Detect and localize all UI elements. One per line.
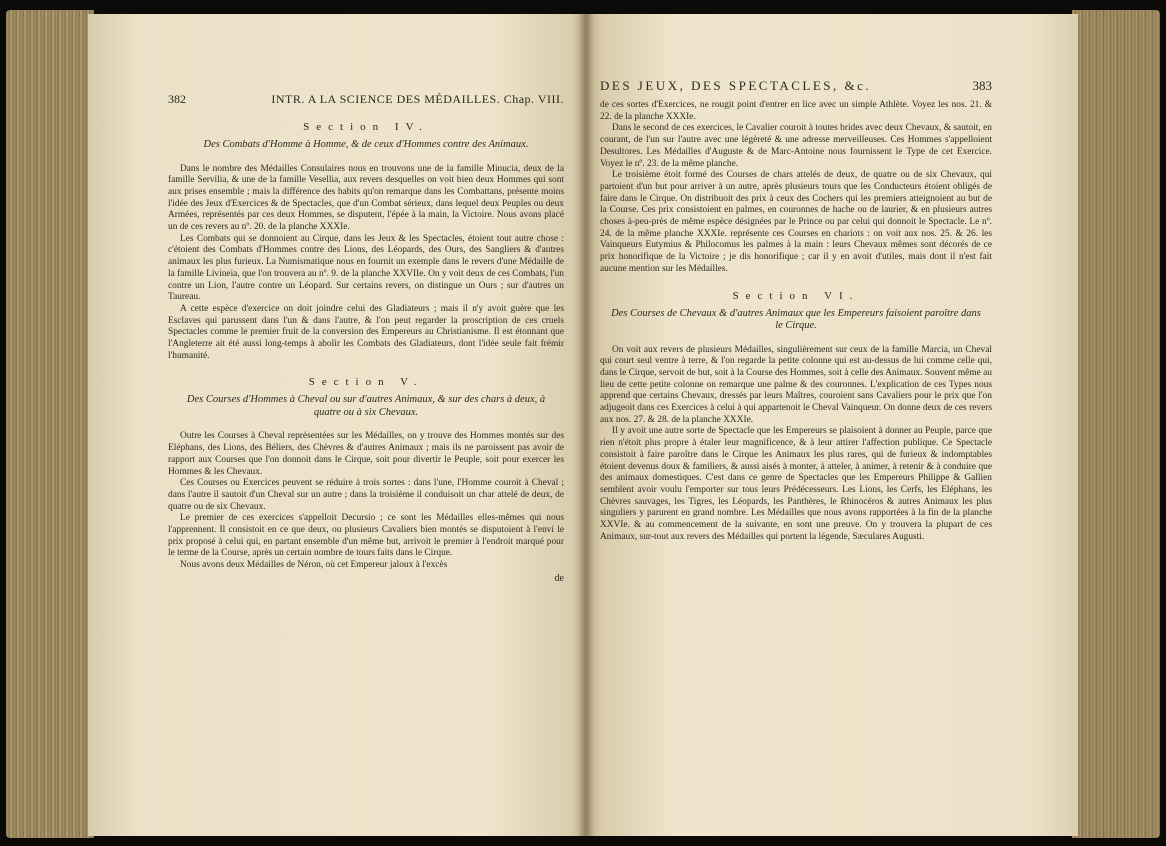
paragraph: Le premier de ces exercices s'appelloit Decursio ; ce sont les Médailles elles-mêmes qui nous l'apprennent. Il consistoit en ce que deux, ou plusieurs Cavaliers bien montés se disputoient à l'envi le prix proposé à celui qui, en partant ensemble d'un même but, arrivoit le premier à l'endroit marqué pour le terme de la Course, après un certain nombre de tours faits dans le Cirque. [168,513,564,559]
running-title: DES JEUX, DES SPECTACLES, &c. [600,78,872,93]
catchword: de [554,572,564,584]
left-running-head [168,92,564,107]
section-heading: Section V. [308,376,424,389]
paragraph: de ces sortes d'Exercices, ne rougit point d'entrer en lice avec un simple Athlète. Voyez les nos. 21. & 22. de la planche XXXIe. [600,100,992,122]
left-page-text [168,92,564,584]
paragraph: Nous avons deux Médailles de Néron, où cet Empereur jaloux à l'excès [180,560,448,571]
paragraph: Dans le nombre des Médailles Consulaires nous en trouvons une de la famille Minucia, deux de la famille Servilia, & une de la famille Vesellia, aux revers desquelles on voit bien deux Hommes qui sont aux prises ensemble ; mais la différence des habits qu'on remarque dans les Combattans, présente moins l'idée des Jeux d'Exercices & de Spectacles, que d'un Combat sérieux, dans lequel deux Peuples ou deux Armées, représentés par ces deux Hommes, se disputent, l'épée à la main, la Victoire. Nous avons placé un de ces revers au nº. 20. de la planche XXXIe. [168,163,564,233]
paragraph: On voit aux revers de plusieurs Médailles, singulièrement sur ceux de la famille Marcia, un Cheval qui court seul ventre à terre, & l'on regarde la petite colonne qui est au-dessus de lui comme celle qui, dans le Cirque, servoit de but, soit à la Course des Hommes, soit à celle des Animaux. Souvent même au lieu de cette petite colonne on remarque une palme & des couronnes. L'explication de ces Types nous apprend que certains Chevaux, dressés par leurs Maîtres, couroient sans Cavaliers pour le prix que l'on adjugeoit dans ces Exercices à celui à qui appartenoit le Cheval Vainqueur. On donne deux de ces revers aux nos. 27. & 28. de la planche XXXIe. [600,344,992,425]
page-edges-right [1072,10,1160,838]
page-edges-left [6,10,94,838]
paragraph: Le troisième étoit formé des Courses de chars attelés de deux, de quatre ou de six Chevaux, qui partoient d'un but pour arriver à un autre, après plusieurs tours que les Conducteurs étoient obligés de faire dans le Cirque. On distribuoit des prix à ceux des Cochers qui les premiers atteignoient au but de la Course. Ces prix consistoient en palmes, en couronnes de hache ou de laurier, & en plusieurs autres choses à-peu-près de même espèce désignées par le Prince ou par celui qui donnoit le Spectacle. Le nº. 24. de la même planche XXXIe. représente ces Courses en chariots : on voit aux nos. 25. & 26. les Vainqueurs Eutymius & Philocomus les palmes à la main : leurs Chevaux mêmes sont décorés de ce prix honorifique de la Victoire ; je dis honorifique ; car il y en avoit d'utiles, mais dont il n'est fait aucune mention sur les Médailles. [600,170,992,274]
section-title: Des Courses d'Hommes à Cheval ou sur d'autres Animaux, & sur des chars à deux, à quatre ou à six Chevaux. [186,394,546,418]
section-heading: Section IV. [303,121,429,133]
running-title: INTR. A LA SCIENCE DES MÉDAILLES. Chap. VIII. [271,92,564,106]
paragraph: Les Combats qui se donnoient au Cirque, dans les Jeux & les Spectacles, étoient tout autre chose : c'étoient des Combats d'Hommes contre des Lions, des Léopards, des Ours, des Sangliers & d'autres animaux les plus furieux. La Numismatique nous en fournit un exemple dans le revers d'une Médaille de la famille Livineia, que l'on trouvera au nº. 9. de la planche XXVIIe. On y voit deux de ces Combats, l'un contre un Lion, l'autre contre un Léopard. Sur certains revers, on distingue un Ours ; sur d'autres un Taureau. [168,233,564,303]
paragraph: A cette espèce d'exercice on doit joindre celui des Gladiateurs ; mais il n'y avoit guère que les Esclaves qui parussent dans l'un & dans l'autre, & l'on peut regarder la proscription de ces cruels Spectacles comme le premier fruit de la conversion des Empereurs au Christianisme. Il est étonnant que l'Angleterre ait été aussi long-temps à abolir les Combats des Gladiateurs, dont l'idée seule fait frémir l'humanité. [168,303,564,361]
right-running-head [600,78,992,94]
section-title: Des Combats d'Homme à Homme, & de ceux d'Hommes contre des Animaux. [203,139,529,150]
page-number: 383 [972,78,992,93]
page-number: 382 [168,92,186,106]
book-gutter [578,14,594,836]
section-heading: Section VI. [732,289,860,302]
paragraph: Dans le second de ces exercices, le Cavalier couroit à toutes brides avec deux Chevaux, & sautoit, en courant, de l'un sur l'autre avec une légèreté & une adresse merveilleuses. Ces Hommes s'appelloient Desultores. Les Médailles d'Auguste & de Marc-Antoine nous fournissent le Type de cet Exercice. Voyez le nº. 23. de la même planche. [600,123,992,169]
paragraph: Il y avoit une autre sorte de Spectacle que les Empereurs se plaisoient à donner au Peuple, parce que rien n'étoit plus propre à étaler leur magnificence, & à leur attirer l'affection publique. Ce Spectacle consistoit à faire paroître dans le Cirque les Animaux les plus rares, qui de furieux & indomptables étoient devenus doux & familiers, & aussi aisés à monter, à atteler, à animer, à retenir & à conduire que des animaux domestiques. C'est dans ce genre de Spectacles que les Empereurs Philippe & Gallien semblent avoir voulu l'emporter sur tous leurs Prédécesseurs. Les Lions, les Cerfs, les Eléphans, les Chèvres sauvages, les Tigres, les Léopards, les Panthères, le Rhinocéros & autres Animaux les plus singuliers y parurent en grand nombre. Les Médailles que nous avons rapportées à la fin de la planche XXVIe. & au commencement de la suivante, en sont une preuve. On y trouvera la plupart de ces Animaux, sur-tout aux revers des Médailles qui portent la légende, Sæculares Augusti. [600,426,992,542]
section-title: Des Courses de Chevaux & d'autres Animaux que les Empereurs faisoient paroître dans le Cirque. [611,307,981,332]
right-page-text [600,78,992,544]
paragraph: Ces Courses ou Exercices peuvent se réduire à trois sortes : dans l'une, l'Homme couroit à Cheval ; dans l'autre il sautoit d'un Cheval sur un autre ; dans la troisième il conduisoit un char attelé de deux, de quatre ou de six Chevaux. [168,478,564,512]
paragraph: Outre les Courses à Cheval représentées sur les Médailles, on y trouve des Hommes montés sur des Eléphans, des Lions, des Béliers, des Chèvres & d'autres Animaux ; mais ils ne paroissent pas avoir de rapport aux Courses que l'on donnoit dans le Cirque, soit pour divertir le Peuple, soit pour exercer les Hommes & les Chevaux. [168,431,564,477]
